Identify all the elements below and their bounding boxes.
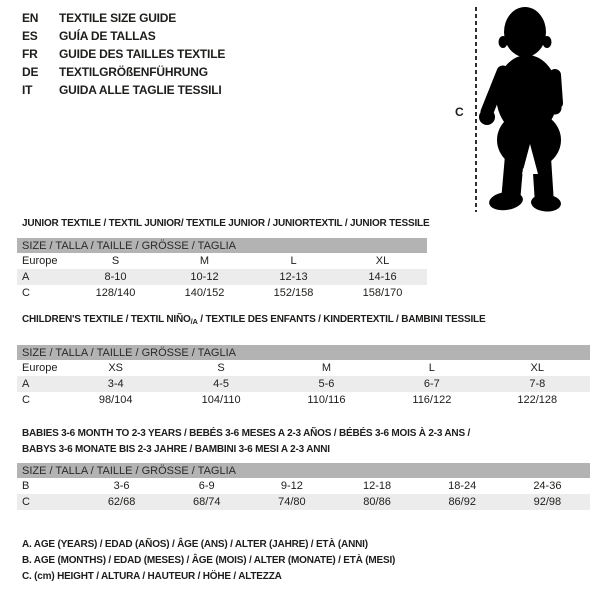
size-cell: 18-24 (448, 480, 477, 492)
size-cell: 80/86 (334, 494, 419, 510)
list-item (22, 63, 225, 81)
toddler-silhouette (470, 0, 600, 212)
title-subscript: /A (190, 317, 198, 326)
language-title: GUIDA ALLE TAGLIE TESSILI (59, 83, 222, 97)
children-size-table (17, 345, 590, 408)
language-title: TEXTILGRÖßENFÜHRUNG (59, 65, 208, 79)
size-cell: 5-6 (274, 376, 379, 392)
note-age-months: B. AGE (MONTHS) / EDAD (MESES) / ÂGE (MOIS) / ALTER (MONATE) / ETÀ (MESI) (22, 555, 396, 566)
junior-size-table (17, 238, 427, 301)
language-code: ES (22, 29, 38, 43)
size-cell: 104/110 (201, 394, 241, 406)
legend-notes (22, 537, 395, 585)
title-text: CHILDREN'S TEXTILE / TEXTIL NIÑO (22, 314, 191, 325)
language-title-list (22, 9, 225, 99)
size-cell: 9-12 (280, 480, 303, 492)
language-code: FR (22, 47, 38, 61)
row-label: A (17, 269, 71, 285)
size-cell: 74/80 (249, 494, 334, 510)
list-item (22, 45, 225, 63)
language-title: TEXTILE SIZE GUIDE (59, 11, 177, 25)
title-text: / TEXTILE DES ENFANTS / KINDERTEXTIL / BAMBINI TESSILE (197, 314, 486, 325)
row-label: C (22, 394, 30, 406)
size-cell: 140/152 (184, 287, 225, 299)
size-header-label: SIZE / TALLA / TAILLE / GRÖSSE / TAGLIA (17, 463, 590, 478)
size-cell: 116/122 (412, 394, 452, 406)
language-code: DE (22, 65, 39, 79)
list-item (22, 27, 225, 45)
size-cell: S (217, 362, 225, 374)
size-cell: XL (530, 362, 545, 374)
table-row (17, 376, 590, 392)
size-cell: 12-13 (249, 269, 338, 285)
row-label: C (22, 287, 30, 299)
size-cell: 110/116 (307, 394, 346, 406)
row-label: Europe (22, 255, 58, 267)
row-label: A (17, 376, 63, 392)
table-row (17, 360, 590, 376)
size-cell: 86/92 (420, 494, 505, 510)
size-header-bar (17, 345, 590, 360)
table-row (17, 269, 427, 285)
junior-table-title: JUNIOR TEXTILE / TEXTIL JUNIOR/ TEXTILE JUNIOR / JUNIORTEXTIL / JUNIOR TESSILE (22, 218, 430, 229)
language-title: GUIDE DES TAILLES TEXTILE (59, 47, 226, 61)
language-title: GUÍA DE TALLAS (59, 29, 156, 43)
size-header-bar (17, 238, 427, 253)
size-cell: 98/104 (98, 394, 133, 406)
size-header-bar (17, 463, 590, 478)
height-marker-label: C (455, 105, 464, 119)
babies-table-title (22, 426, 470, 458)
size-cell: 3-4 (63, 376, 168, 392)
size-cell: M (199, 255, 210, 267)
size-cell: 62/68 (79, 494, 164, 510)
language-code: EN (22, 11, 39, 25)
size-cell: S (111, 255, 120, 267)
size-cell: 152/158 (273, 287, 314, 299)
babies-size-table (17, 463, 590, 510)
size-cell: M (321, 362, 332, 374)
table-row (17, 253, 427, 269)
size-cell: XS (108, 362, 124, 374)
size-cell: XL (375, 255, 390, 267)
size-cell: 6-9 (198, 480, 215, 492)
size-cell: 68/74 (164, 494, 249, 510)
size-cell: L (428, 362, 435, 374)
list-item (22, 81, 225, 99)
size-cell: 24-36 (533, 480, 562, 492)
size-cell: 14-16 (338, 269, 427, 285)
row-label: B (22, 480, 30, 492)
row-label: Europe (22, 362, 58, 374)
size-cell: 10-12 (160, 269, 249, 285)
size-cell: 3-6 (113, 480, 130, 492)
size-cell: 4-5 (168, 376, 273, 392)
table-row (17, 494, 590, 510)
table-row (17, 478, 590, 494)
note-age-years: A. AGE (YEARS) / EDAD (AÑOS) / ÂGE (ANS) / ALTER (JAHRE) / ETÀ (ANNI) (22, 539, 368, 550)
size-cell: 128/140 (95, 287, 136, 299)
size-cell: 6-7 (379, 376, 484, 392)
size-header-label: SIZE / TALLA / TAILLE / GRÖSSE / TAGLIA (17, 238, 427, 253)
language-code: IT (22, 83, 33, 97)
children-table-title (22, 312, 485, 330)
size-cell: 8-10 (71, 269, 160, 285)
title-line-1: BABIES 3-6 MONTH TO 2-3 YEARS / BEBÉS 3-6 MESES A 2-3 AÑOS / BÉBÉS 3-6 MOIS À 2-3 ANS / (22, 428, 471, 439)
table-row (17, 392, 590, 408)
size-cell: L (290, 255, 297, 267)
size-cell: 7-8 (485, 376, 590, 392)
table-row (17, 285, 427, 301)
row-label: C (17, 494, 79, 510)
size-cell: 12-18 (362, 480, 392, 492)
size-header-label: SIZE / TALLA / TAILLE / GRÖSSE / TAGLIA (17, 345, 590, 360)
size-cell: 92/98 (505, 494, 590, 510)
size-cell: 122/128 (517, 394, 558, 406)
title-line-2: BABYS 3-6 MONATE BIS 2-3 JAHRE / BAMBINI 3-6 MESI A 2-3 ANNI (22, 444, 330, 455)
size-cell: 158/170 (362, 287, 403, 299)
list-item (22, 9, 225, 27)
note-height-cm: C. (cm) HEIGHT / ALTURA / HAUTEUR / HÖHE / ALTEZZA (22, 571, 282, 582)
